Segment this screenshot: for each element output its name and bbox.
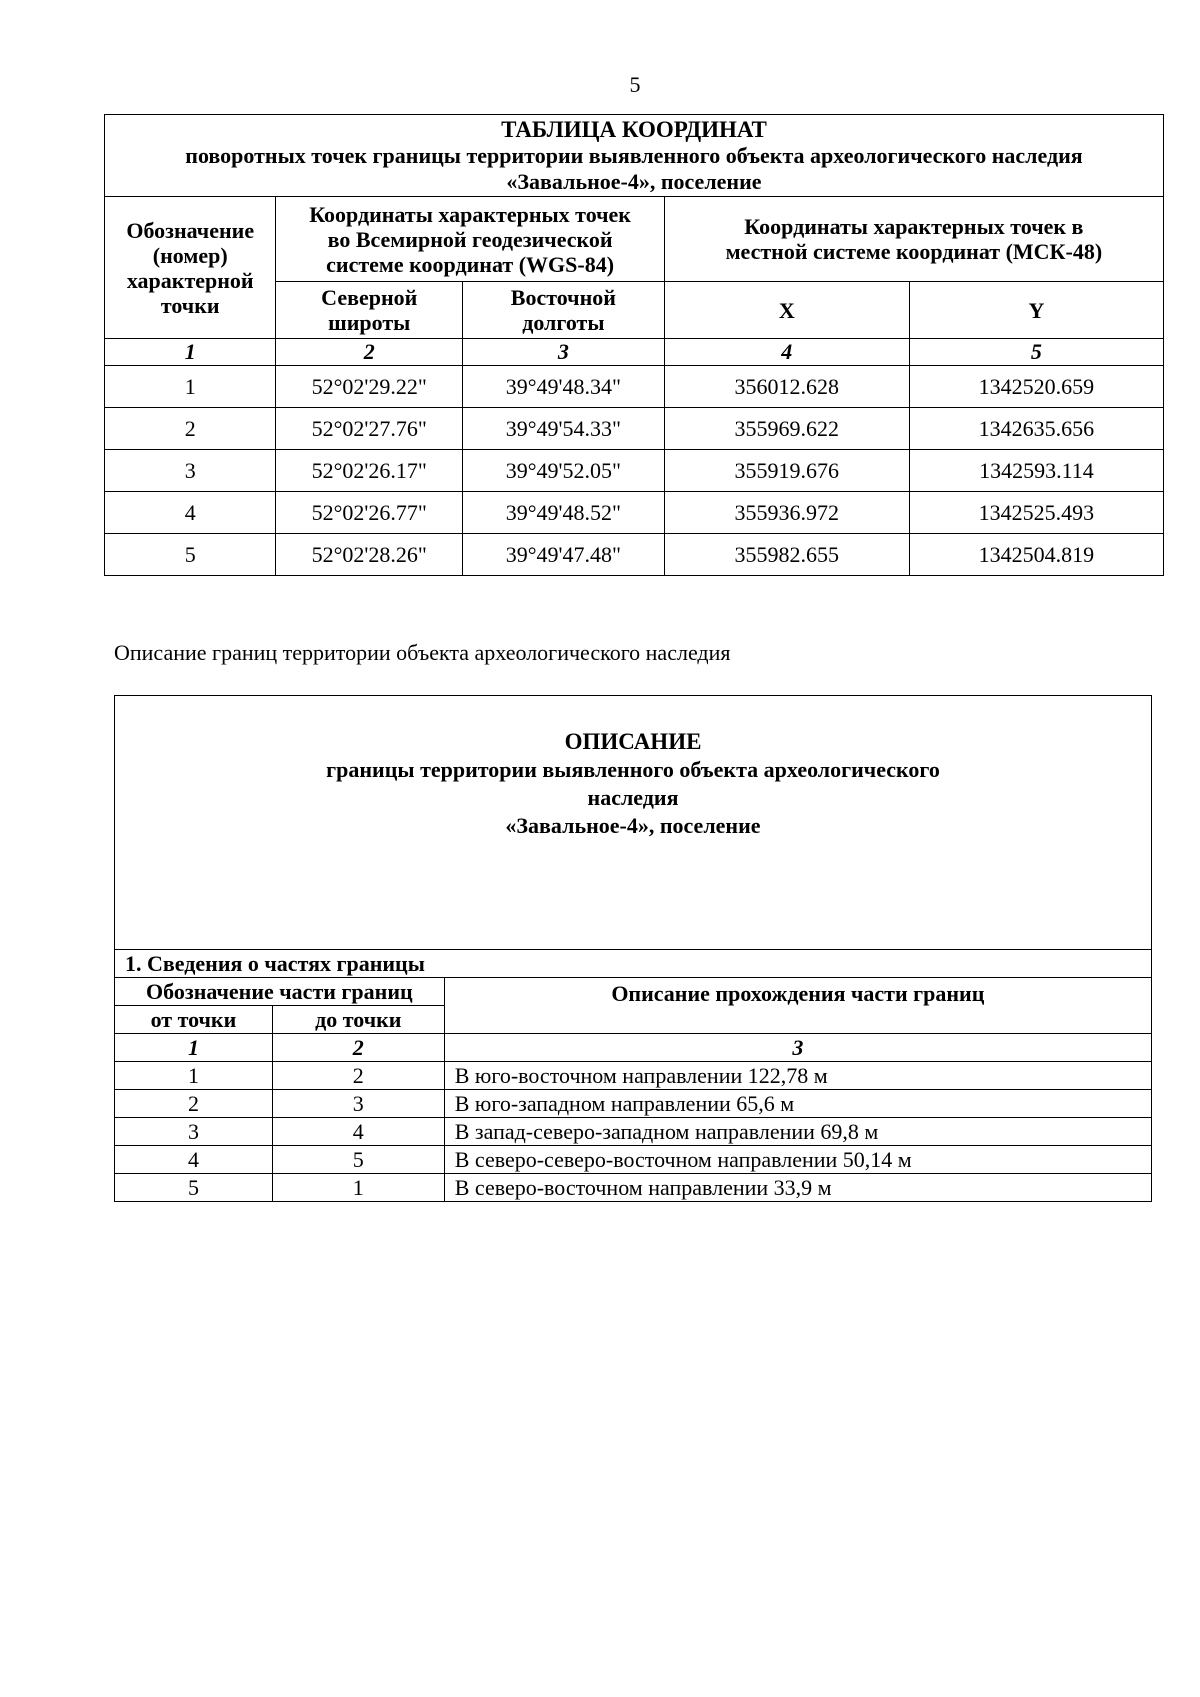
column-number: 5	[909, 339, 1163, 366]
table-row	[115, 1146, 1152, 1174]
description-title-cell	[115, 696, 1152, 950]
table-row	[105, 492, 1164, 534]
latitude-cell: 52°02'29.22"	[276, 366, 463, 408]
column-number: 4	[664, 339, 909, 366]
header-text: точки	[160, 292, 220, 318]
latitude-cell: 52°02'27.76"	[276, 408, 463, 450]
latitude-cell: 52°02'26.17"	[276, 450, 463, 492]
to-cell: 5	[272, 1146, 444, 1174]
description-subtitle-line1: границы территории выявленного объекта археологического	[326, 757, 940, 782]
header-text: Координаты характерных точек	[309, 201, 631, 227]
longitude-cell: 39°49'47.48"	[463, 534, 665, 576]
header-text: местной системе координат (МСК-48)	[725, 239, 1103, 264]
to-cell: 2	[272, 1062, 444, 1090]
to-cell: 3	[272, 1090, 444, 1118]
y-cell: 1342635.656	[909, 408, 1163, 450]
column-number: 1	[105, 339, 276, 366]
description-cell: В северо-восточном направлении 33,9 м	[444, 1174, 1151, 1202]
description-cell: В юго-восточном направлении 122,78 м	[444, 1062, 1151, 1090]
header-y: Y	[909, 282, 1163, 339]
header-x: X	[664, 282, 909, 339]
column-number: 2	[276, 339, 463, 366]
longitude-cell: 39°49'52.05"	[463, 450, 665, 492]
x-cell: 356012.628	[664, 366, 909, 408]
header-latitude	[276, 282, 463, 339]
page-number: 5	[629, 72, 641, 97]
point-cell: 1	[105, 366, 276, 408]
y-cell: 1342520.659	[909, 366, 1163, 408]
header-text: Координаты характерных точек в	[744, 214, 1084, 239]
y-cell: 1342525.493	[909, 492, 1163, 534]
header-part-designation: Обозначение части границ	[115, 978, 445, 1006]
point-cell: 4	[105, 492, 276, 534]
boundary-description-table	[114, 695, 1152, 1202]
section-heading: 1. Сведения о частях границы	[115, 950, 1152, 978]
header-text: системе координат (WGS-84)	[326, 251, 615, 277]
x-cell: 355919.676	[664, 450, 909, 492]
header-text: долготы	[522, 310, 605, 335]
table-row	[115, 1062, 1152, 1090]
header-from-point: от точки	[115, 1006, 273, 1034]
header-text: (номер)	[152, 242, 228, 268]
column-number-row	[105, 339, 1164, 366]
point-cell: 3	[105, 450, 276, 492]
from-cell: 1	[115, 1062, 273, 1090]
y-cell: 1342593.114	[909, 450, 1163, 492]
header-description: Описание прохождения части границ	[444, 978, 1151, 1034]
header-text: характерной	[126, 267, 254, 293]
header-text: Северной	[321, 285, 418, 310]
point-cell: 2	[105, 408, 276, 450]
table-row	[105, 408, 1164, 450]
table-row	[105, 534, 1164, 576]
table-subtitle-line1: поворотных точек границы территории выявленного объекта археологического наследия	[185, 143, 1083, 168]
longitude-cell: 39°49'54.33"	[463, 408, 665, 450]
column-number: 3	[463, 339, 665, 366]
from-cell: 5	[115, 1174, 273, 1202]
from-cell: 4	[115, 1146, 273, 1174]
latitude-cell: 52°02'26.77"	[276, 492, 463, 534]
to-cell: 1	[272, 1174, 444, 1202]
x-cell: 355969.622	[664, 408, 909, 450]
point-cell: 5	[105, 534, 276, 576]
intro-text: Описание границ территории объекта археологического наследия	[114, 640, 731, 665]
column-number: 3	[444, 1034, 1151, 1062]
header-text: во Всемирной геодезической	[327, 226, 613, 252]
description-subtitle-line2: наследия	[587, 785, 679, 810]
column-number: 1	[115, 1034, 273, 1062]
header-longitude	[463, 282, 665, 339]
y-cell: 1342504.819	[909, 534, 1163, 576]
header-to-point: до точки	[272, 1006, 444, 1034]
table-subtitle-line2: «Завальное-4», поселение	[506, 169, 762, 194]
table-row	[105, 366, 1164, 408]
header-msk48	[664, 197, 1163, 282]
x-cell: 355982.655	[664, 534, 909, 576]
table-row	[115, 1090, 1152, 1118]
from-cell: 2	[115, 1090, 273, 1118]
description-subtitle-line3: «Завальное-4», поселение	[505, 813, 761, 838]
x-cell: 355936.972	[664, 492, 909, 534]
table-title: ТАБЛИЦА КООРДИНАТ	[501, 117, 767, 142]
description-cell: В юго-западном направлении 65,6 м	[444, 1090, 1151, 1118]
table-row	[115, 1118, 1152, 1146]
from-cell: 3	[115, 1118, 273, 1146]
description-title: ОПИСАНИЕ	[564, 729, 702, 754]
header-text: Восточной	[510, 285, 616, 310]
description-cell: В северо-северо-восточном направлении 50,14 м	[444, 1146, 1151, 1174]
table-row	[115, 1174, 1152, 1202]
coordinates-table-title	[105, 115, 1164, 197]
column-number: 2	[272, 1034, 444, 1062]
header-text: широты	[328, 310, 411, 335]
header-wgs84	[276, 197, 664, 282]
header-point-designation	[105, 197, 276, 339]
table-row	[105, 450, 1164, 492]
to-cell: 4	[272, 1118, 444, 1146]
latitude-cell: 52°02'28.26"	[276, 534, 463, 576]
longitude-cell: 39°49'48.52"	[463, 492, 665, 534]
header-text: Обозначение	[126, 217, 255, 243]
coordinates-table	[104, 114, 1164, 576]
description-cell: В запад-северо-западном направлении 69,8 м	[444, 1118, 1151, 1146]
longitude-cell: 39°49'48.34"	[463, 366, 665, 408]
column-number-row	[115, 1034, 1152, 1062]
